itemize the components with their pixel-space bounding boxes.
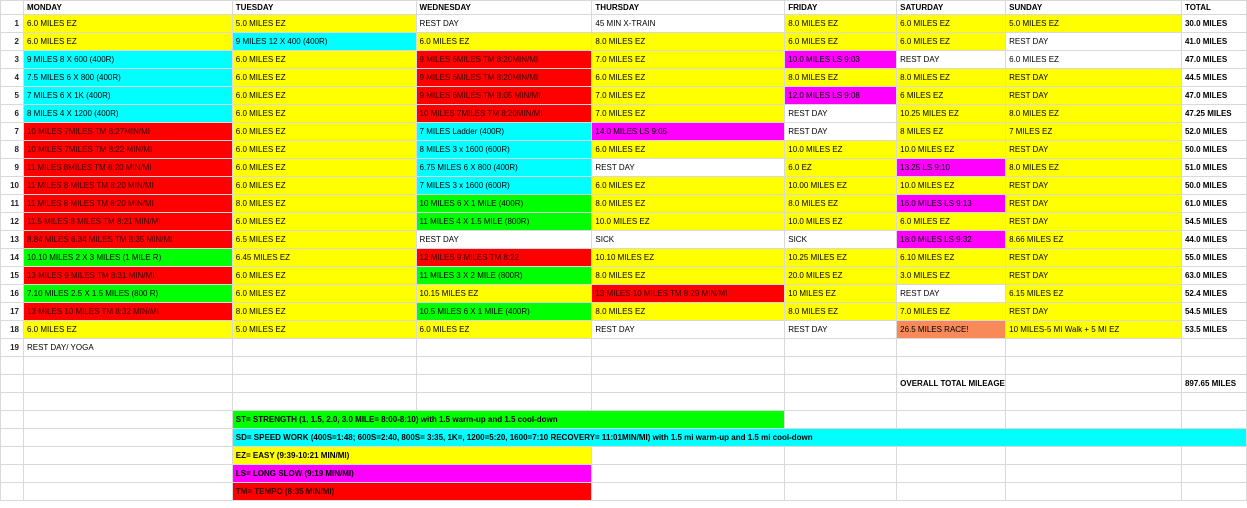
week-row (1, 51, 1247, 69)
cell[interactable] (23, 429, 232, 447)
cell-total[interactable]: 30.0 MILES (1181, 15, 1246, 33)
row-number[interactable] (1, 375, 24, 393)
cell-wednesday[interactable]: 10 MILES 7MILES TM 8:20MIN/MI (416, 105, 592, 123)
cell-thursday[interactable]: 10.0 MILES EZ (592, 213, 785, 231)
cell[interactable] (23, 465, 232, 483)
cell-thursday[interactable]: 6.0 MILES EZ (592, 69, 785, 87)
cell-tuesday[interactable]: 6.0 MILES EZ (232, 51, 416, 69)
cell-friday[interactable]: 10.25 MILES EZ (785, 249, 897, 267)
cell[interactable] (232, 393, 416, 411)
cell-tuesday[interactable]: 5.0 MILES EZ (232, 15, 416, 33)
row-number[interactable]: 4 (1, 69, 24, 87)
cell-sunday[interactable]: 7 MILES EZ (1006, 123, 1182, 141)
row-number[interactable]: 15 (1, 267, 24, 285)
cell-wednesday[interactable]: 6.75 MILES 6 X 800 (400R) (416, 159, 592, 177)
cell-wednesday[interactable]: 8 MILES 3 x 1600 (600R) (416, 141, 592, 159)
cell[interactable] (1181, 447, 1246, 465)
row-number[interactable] (1, 465, 24, 483)
cell-wednesday[interactable]: 9 MILES 6MILES TM 8:05 MIN/MI (416, 87, 592, 105)
cell-sunday[interactable]: 8.0 MILES EZ (1006, 159, 1182, 177)
cell-friday[interactable]: REST DAY (785, 123, 897, 141)
cell-monday[interactable]: 6.0 MILES EZ (23, 15, 232, 33)
row-number[interactable]: 19 (1, 339, 24, 357)
cell-wednesday[interactable]: 10.15 MILES EZ (416, 285, 592, 303)
cell-friday[interactable]: 6.0 EZ (785, 159, 897, 177)
week-row (1, 159, 1247, 177)
cell[interactable] (232, 339, 416, 357)
blank-row (1, 357, 1247, 375)
cell-wednesday[interactable]: REST DAY (416, 15, 592, 33)
cell-monday[interactable]: 9 MILES 8 X 600 (400R) (23, 51, 232, 69)
cell-total[interactable]: 50.0 MILES (1181, 141, 1246, 159)
cell-saturday[interactable]: 8.0 MILES EZ (897, 69, 1006, 87)
cell-wednesday[interactable]: 10 MILES 6 X 1 MILE (400R) (416, 195, 592, 213)
header-friday[interactable]: FRIDAY (785, 1, 897, 15)
week-row (1, 15, 1247, 33)
cell[interactable] (1181, 357, 1246, 375)
row-number[interactable]: 13 (1, 231, 24, 249)
cell-saturday[interactable]: REST DAY (897, 51, 1006, 69)
cell[interactable] (592, 465, 785, 483)
legend-tempo[interactable]: TM= TEMPO (8:35 MIN/MI) (232, 483, 592, 501)
cell-thursday[interactable]: 10.10 MILES EZ (592, 249, 785, 267)
row-number[interactable]: 11 (1, 195, 24, 213)
cell[interactable] (785, 447, 897, 465)
legend-row-ls (1, 465, 1247, 483)
cell-sunday[interactable]: REST DAY (1006, 249, 1182, 267)
cell[interactable] (23, 447, 232, 465)
cell-tuesday[interactable]: 6.0 MILES EZ (232, 267, 416, 285)
header-total[interactable]: TOTAL (1181, 1, 1246, 15)
cell[interactable] (897, 411, 1006, 429)
cell-total[interactable]: 41.0 MILES (1181, 33, 1246, 51)
row-number[interactable]: 14 (1, 249, 24, 267)
week-row-19 (1, 339, 1247, 357)
cell[interactable] (1006, 375, 1182, 393)
cell[interactable] (23, 393, 232, 411)
cell-thursday[interactable]: 6.0 MILES EZ (592, 141, 785, 159)
row-number[interactable]: 6 (1, 105, 24, 123)
cell[interactable] (232, 375, 416, 393)
legend-row-sd (1, 429, 1247, 447)
row-number[interactable] (1, 429, 24, 447)
cell-sunday[interactable]: REST DAY (1006, 87, 1182, 105)
cell[interactable] (1006, 339, 1182, 357)
cell-tuesday[interactable]: 8.0 MILES EZ (232, 195, 416, 213)
cell[interactable] (592, 483, 785, 501)
cell-thursday[interactable]: 13 MILES 10 MILES TM 8:29 MIN/MI (592, 285, 785, 303)
cell-monday[interactable]: 11.5 MILES 8 MILES TM 8:21 MIN/MI (23, 213, 232, 231)
cell[interactable] (592, 357, 785, 375)
cell-wednesday[interactable]: 11 MILES 3 X 2 MILE (800R) (416, 267, 592, 285)
cell-friday[interactable]: 10.0 MILES EZ (785, 213, 897, 231)
corner-cell[interactable] (1, 1, 24, 15)
cell[interactable] (785, 465, 897, 483)
cell[interactable] (785, 483, 897, 501)
cell-tuesday[interactable]: 6.0 MILES EZ (232, 105, 416, 123)
cell-monday[interactable]: 11 MILES 8 MILES TM 8:20 MIN/MI (23, 177, 232, 195)
cell-monday[interactable]: 8 MILES 4 X 1200 (400R) (23, 105, 232, 123)
row-number[interactable]: 7 (1, 123, 24, 141)
cell[interactable] (1181, 339, 1246, 357)
cell-total[interactable]: 52.4 MILES (1181, 285, 1246, 303)
cell-thursday[interactable]: 8.0 MILES EZ (592, 33, 785, 51)
cell[interactable] (897, 483, 1006, 501)
cell-total[interactable]: 47.0 MILES (1181, 87, 1246, 105)
cell-monday[interactable]: 13 MILES 10 MILES TM 8:32 MIN/MI (23, 303, 232, 321)
cell-total[interactable]: 44.5 MILES (1181, 69, 1246, 87)
cell-sunday[interactable]: 6.15 MILES EZ (1006, 285, 1182, 303)
row-number[interactable]: 5 (1, 87, 24, 105)
cell-sunday[interactable]: REST DAY (1006, 303, 1182, 321)
blank-row (1, 393, 1247, 411)
week-row (1, 267, 1247, 285)
row-number[interactable]: 8 (1, 141, 24, 159)
week-row (1, 303, 1247, 321)
cell[interactable] (592, 375, 785, 393)
cell-saturday[interactable]: REST DAY (897, 285, 1006, 303)
cell-tuesday[interactable]: 6.45 MILES EZ (232, 249, 416, 267)
cell-friday[interactable]: SICK (785, 231, 897, 249)
cell-saturday[interactable]: 6.10 MILES EZ (897, 249, 1006, 267)
week-row (1, 87, 1247, 105)
cell-wednesday[interactable]: 11 MILES 4 X 1.5 MILE (800R) (416, 213, 592, 231)
cell-wednesday[interactable]: 12 MILES 9 MILES TM 8:22 (416, 249, 592, 267)
cell[interactable] (1006, 483, 1182, 501)
row-number[interactable] (1, 357, 24, 375)
row-number[interactable]: 17 (1, 303, 24, 321)
cell-friday[interactable]: 12.0 MILES LS 9:08 (785, 87, 897, 105)
legend-long-slow[interactable]: LS= LONG SLOW (9:19 MIN/MI) (232, 465, 592, 483)
cell-monday[interactable]: 10 MILES 7MILES TM 8:27MIN/MI (23, 123, 232, 141)
cell-total[interactable]: 47.0 MILES (1181, 51, 1246, 69)
cell[interactable] (1006, 465, 1182, 483)
cell[interactable] (23, 375, 232, 393)
cell-wednesday[interactable]: 7 MILES 3 x 1600 (600R) (416, 177, 592, 195)
cell-saturday[interactable]: 3.0 MILES EZ (897, 267, 1006, 285)
cell-wednesday[interactable]: 6.0 MILES EZ (416, 321, 592, 339)
legend-strength[interactable]: ST= STRENGTH (1, 1.5, 2.0, 3.0 MILE= 8:00-8:10) with 1.5 warm-up and 1.5 cool-down (232, 411, 784, 429)
week-row (1, 141, 1247, 159)
cell[interactable] (897, 357, 1006, 375)
row-number[interactable]: 1 (1, 15, 24, 33)
cell[interactable] (23, 483, 232, 501)
week-row (1, 321, 1247, 339)
cell-thursday[interactable]: 7.0 MILES EZ (592, 105, 785, 123)
cell-sunday[interactable]: REST DAY (1006, 177, 1182, 195)
cell-saturday[interactable]: 6.0 MILES EZ (897, 33, 1006, 51)
week-row (1, 105, 1247, 123)
cell-friday[interactable]: 10.00 MILES EZ (785, 177, 897, 195)
cell-monday[interactable]: 8.84 MILES 6.34 MILES TM 8:35 MIN/MI (23, 231, 232, 249)
cell-saturday[interactable]: 7.0 MILES EZ (897, 303, 1006, 321)
cell-sunday[interactable]: REST DAY (1006, 33, 1182, 51)
cell-total[interactable]: 63.0 MILES (1181, 267, 1246, 285)
cell[interactable] (785, 339, 897, 357)
week-row (1, 285, 1247, 303)
cell-sunday[interactable]: 8.66 MILES EZ (1006, 231, 1182, 249)
cell[interactable] (785, 375, 897, 393)
cell[interactable] (23, 357, 232, 375)
cell[interactable] (232, 357, 416, 375)
row-number[interactable]: 12 (1, 213, 24, 231)
cell-total[interactable]: 51.0 MILES (1181, 159, 1246, 177)
cell-tuesday[interactable]: 6.0 MILES EZ (232, 123, 416, 141)
header-saturday[interactable]: SATURDAY (897, 1, 1006, 15)
week-row (1, 33, 1247, 51)
cell-total[interactable]: 44.0 MILES (1181, 231, 1246, 249)
legend-row-st (1, 411, 1247, 429)
header-sunday[interactable]: SUNDAY (1006, 1, 1182, 15)
cell-thursday[interactable]: 45 MIN X-TRAIN (592, 15, 785, 33)
cell-thursday[interactable]: 6.0 MILES EZ (592, 177, 785, 195)
cell[interactable] (23, 411, 232, 429)
cell-total[interactable]: 53.5 MILES (1181, 321, 1246, 339)
cell-saturday[interactable]: 10.0 MILES EZ (897, 141, 1006, 159)
cell-total[interactable]: 54.5 MILES (1181, 213, 1246, 231)
cell-wednesday[interactable]: REST DAY (416, 231, 592, 249)
cell-total[interactable]: 61.0 MILES (1181, 195, 1246, 213)
cell[interactable] (592, 339, 785, 357)
row-number[interactable]: 16 (1, 285, 24, 303)
legend-easy[interactable]: EZ= EASY (9:39-10:21 MIN/MI) (232, 447, 592, 465)
cell[interactable] (592, 447, 785, 465)
overall-total-label[interactable]: OVERALL TOTAL MILEAGE (897, 375, 1006, 393)
row-number[interactable]: 10 (1, 177, 24, 195)
week-row (1, 231, 1247, 249)
cell-tuesday[interactable]: 6.5 MILES EZ (232, 231, 416, 249)
cell-thursday[interactable]: 8.0 MILES EZ (592, 195, 785, 213)
week-row (1, 177, 1247, 195)
cell-sunday[interactable]: 5.0 MILES EZ (1006, 15, 1182, 33)
cell[interactable] (785, 357, 897, 375)
cell-total[interactable]: 54.5 MILES (1181, 303, 1246, 321)
cell-monday[interactable]: 7.10 MILES 2.5 X 1.5 MILES (800 R) (23, 285, 232, 303)
cell-friday[interactable]: 10.0 MILES EZ (785, 141, 897, 159)
cell-thursday[interactable]: 8.0 MILES EZ (592, 267, 785, 285)
cell-tuesday[interactable]: 5.0 MILES EZ (232, 321, 416, 339)
cell-saturday[interactable]: 10.25 MILES EZ (897, 105, 1006, 123)
cell-total[interactable]: 55.0 MILES (1181, 249, 1246, 267)
cell-friday[interactable]: 10.0 MILES LS 9:03 (785, 51, 897, 69)
header-tuesday[interactable]: TUESDAY (232, 1, 416, 15)
cell[interactable] (897, 339, 1006, 357)
header-wednesday[interactable]: WEDNESDAY (416, 1, 592, 15)
cell-total[interactable]: 50.0 MILES (1181, 177, 1246, 195)
cell-saturday[interactable]: 16.0 MILES LS 9:13 (897, 195, 1006, 213)
cell-wednesday[interactable]: 6.0 MILES EZ (416, 33, 592, 51)
cell-sunday[interactable]: 10 MILES-5 MI Walk + 5 MI EZ (1006, 321, 1182, 339)
cell-sunday[interactable]: REST DAY (1006, 141, 1182, 159)
legend-row-ez (1, 447, 1247, 465)
header-thursday[interactable]: THURSDAY (592, 1, 785, 15)
cell-tuesday[interactable]: 8.0 MILES EZ (232, 303, 416, 321)
cell-monday[interactable]: 13 MILES 9 MILES TM 8:31 MIN/MI (23, 267, 232, 285)
cell-monday[interactable]: 6.0 MILES EZ (23, 321, 232, 339)
cell[interactable] (897, 447, 1006, 465)
overall-total-value[interactable]: 897.65 MILES (1181, 375, 1246, 393)
cell-wednesday[interactable]: 9 MILES 6MILES TM 8:20MIN/MI (416, 51, 592, 69)
cell[interactable] (1181, 411, 1246, 429)
cell[interactable] (1006, 393, 1182, 411)
cell-wednesday[interactable]: 7 MILES Ladder (400R) (416, 123, 592, 141)
row-number[interactable] (1, 393, 24, 411)
cell[interactable] (416, 339, 592, 357)
legend-speed-work[interactable]: SD= SPEED WORK (400S=1:48; 600S=2:40, 800S= 3:35, 1K=, 1200=5:20, 1600=7:10 RECOVERY= 11:01MIN/MI) with 1.5 mi warm-up and 1.5 mi cool-down (232, 429, 1246, 447)
cell-sunday[interactable]: REST DAY (1006, 213, 1182, 231)
cell-tuesday[interactable]: 6.0 MILES EZ (232, 87, 416, 105)
week-row (1, 69, 1247, 87)
cell-total[interactable]: 52.0 MILES (1181, 123, 1246, 141)
cell-sunday[interactable]: 8.0 MILES EZ (1006, 105, 1182, 123)
overall-total-row (1, 375, 1247, 393)
row-number[interactable] (1, 483, 24, 501)
cell-thursday[interactable]: REST DAY (592, 321, 785, 339)
cell-wednesday[interactable]: 10.5 MILES 6 X 1 MILE (400R) (416, 303, 592, 321)
cell-friday[interactable]: 8.0 MILES EZ (785, 195, 897, 213)
week-row (1, 213, 1247, 231)
cell-monday[interactable]: 11 MILES 8 MILES TM 8:20 MIN/MI (23, 195, 232, 213)
cell-thursday[interactable]: 8.0 MILES EZ (592, 303, 785, 321)
cell-monday[interactable]: 7 MILES 6 X 1K (400R) (23, 87, 232, 105)
row-number[interactable]: 9 (1, 159, 24, 177)
cell-friday[interactable]: REST DAY (785, 321, 897, 339)
cell[interactable] (1006, 411, 1182, 429)
cell-thursday[interactable]: SICK (592, 231, 785, 249)
cell-monday[interactable]: REST DAY/ YOGA (23, 339, 232, 357)
cell[interactable] (416, 393, 592, 411)
cell-saturday[interactable]: 6 MILES EZ (897, 87, 1006, 105)
cell[interactable] (416, 375, 592, 393)
cell-saturday[interactable]: 13.25 LS 9:10 (897, 159, 1006, 177)
header-row (1, 1, 1247, 15)
cell-monday[interactable]: 10.10 MILES 2 X 3 MILES (1 MILE R) (23, 249, 232, 267)
row-number[interactable] (1, 447, 24, 465)
cell-friday[interactable]: 6.0 MILES EZ (785, 33, 897, 51)
cell-friday[interactable]: 20.0 MILES EZ (785, 267, 897, 285)
cell-sunday[interactable]: REST DAY (1006, 69, 1182, 87)
cell-friday[interactable]: 8.0 MILES EZ (785, 15, 897, 33)
row-number[interactable]: 3 (1, 51, 24, 69)
cell-monday[interactable]: 10 MILES 7MILES TM 8:22 MIN/MI (23, 141, 232, 159)
cell-tuesday[interactable]: 9 MILES 12 X 400 (400R) (232, 33, 416, 51)
cell[interactable] (1006, 357, 1182, 375)
legend-row-tm (1, 483, 1247, 501)
cell-tuesday[interactable]: 6.0 MILES EZ (232, 213, 416, 231)
row-number[interactable]: 18 (1, 321, 24, 339)
cell-friday[interactable]: 8.0 MILES EZ (785, 69, 897, 87)
cell[interactable] (785, 411, 897, 429)
cell[interactable] (1181, 393, 1246, 411)
cell[interactable] (1181, 483, 1246, 501)
week-row (1, 123, 1247, 141)
cell-monday[interactable]: 7.5 MILES 6 X 800 (400R) (23, 69, 232, 87)
cell-tuesday[interactable]: 6.0 MILES EZ (232, 69, 416, 87)
cell-sunday[interactable]: REST DAY (1006, 267, 1182, 285)
cell-tuesday[interactable]: 6.0 MILES EZ (232, 141, 416, 159)
header-monday[interactable]: MONDAY (23, 1, 232, 15)
cell-friday[interactable]: 8.0 MILES EZ (785, 303, 897, 321)
cell-tuesday[interactable]: 6.0 MILES EZ (232, 285, 416, 303)
cell[interactable] (416, 357, 592, 375)
cell-saturday[interactable]: 10.0 MILES EZ (897, 177, 1006, 195)
cell-tuesday[interactable]: 6.0 MILES EZ (232, 159, 416, 177)
cell[interactable] (785, 393, 897, 411)
row-number[interactable]: 2 (1, 33, 24, 51)
cell[interactable] (1181, 465, 1246, 483)
cell-sunday[interactable]: 6.0 MILES EZ (1006, 51, 1182, 69)
cell-wednesday[interactable]: 9 MILES 6MILES TM 8:20MIN/MI (416, 69, 592, 87)
cell-total[interactable]: 47.25 MILES (1181, 105, 1246, 123)
cell-saturday[interactable]: 6.0 MILES EZ (897, 213, 1006, 231)
cell[interactable] (592, 393, 785, 411)
cell-sunday[interactable]: REST DAY (1006, 195, 1182, 213)
cell-friday[interactable]: REST DAY (785, 105, 897, 123)
cell-tuesday[interactable]: 6.0 MILES EZ (232, 177, 416, 195)
week-row (1, 249, 1247, 267)
cell-saturday[interactable]: 26.5 MILES RACE! (897, 321, 1006, 339)
cell-monday[interactable]: 6.0 MILES EZ (23, 33, 232, 51)
week-row (1, 195, 1247, 213)
cell-saturday[interactable]: 6.0 MILES EZ (897, 15, 1006, 33)
cell[interactable] (897, 393, 1006, 411)
cell-friday[interactable]: 10 MILES EZ (785, 285, 897, 303)
cell-thursday[interactable]: 7.0 MILES EZ (592, 87, 785, 105)
cell[interactable] (897, 465, 1006, 483)
cell-saturday[interactable]: 18.0 MILES LS 9:32 (897, 231, 1006, 249)
cell[interactable] (1006, 447, 1182, 465)
cell-saturday[interactable]: 8 MILES EZ (897, 123, 1006, 141)
row-number[interactable] (1, 411, 24, 429)
cell-thursday[interactable]: 14.0 MILES LS 9:05 (592, 123, 785, 141)
cell-monday[interactable]: 11 MILES 8MILES TM 8:20 MIN/MI (23, 159, 232, 177)
cell-thursday[interactable]: REST DAY (592, 159, 785, 177)
cell-thursday[interactable]: 7.0 MILES EZ (592, 51, 785, 69)
